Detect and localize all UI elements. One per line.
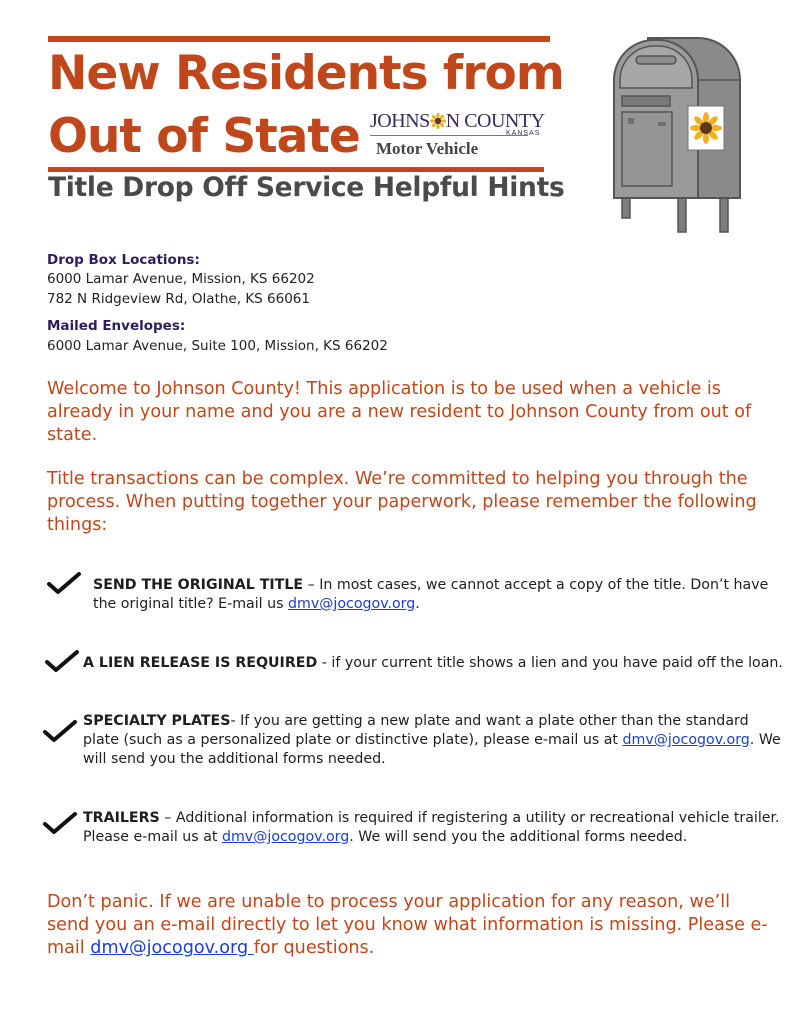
checklist-item-lien-release <box>83 654 793 673</box>
item-heading: SEND THE ORIGINAL TITLE <box>93 577 304 593</box>
closing-paragraph <box>47 891 777 960</box>
closing-text-after: for questions. <box>253 938 375 958</box>
mailbox-icon <box>608 36 744 236</box>
mailed-address: 6000 Lamar Avenue, Suite 100, Mission, KS 66202 <box>47 338 388 354</box>
logo-divider <box>370 135 528 136</box>
item-text-after: . We will send you the additional forms needed. <box>83 732 781 767</box>
page-title-line-1: New Residents from <box>48 46 564 101</box>
logo-text-left: JOHNS <box>370 110 430 132</box>
logo-motor-vehicle: Motor Vehicle <box>376 139 479 158</box>
logo-kansas: KANSAS <box>506 130 541 137</box>
checklist-item-original-title <box>93 576 793 614</box>
welcome-paragraph: Welcome to Johnson County! This application is to be used when a vehicle is already in your name and you are a new resident to Johnson County from out of state. <box>47 379 752 445</box>
drop-box-address-1: 6000 Lamar Avenue, Mission, KS 66202 <box>47 271 315 287</box>
email-link[interactable]: dmv@jocogov.org <box>288 596 416 612</box>
checkmark-icon <box>42 810 78 838</box>
item-text-after: . <box>415 596 420 612</box>
item-text: - if your current title shows a lien and you have paid off the loan. <box>317 655 783 671</box>
email-link[interactable]: dmv@jocogov.org <box>622 732 750 748</box>
closing-text: Don’t panic. If we are unable to process your application for any reason, we’ll send you an e-mail directly to let you know what information is missing. Please e-mail <box>47 892 768 958</box>
item-heading: TRAILERS <box>83 810 160 826</box>
item-text: – In most cases, we cannot accept a copy of the title. Don’t have the original title? E-mail us <box>93 577 769 612</box>
checkmark-icon <box>42 718 78 746</box>
complex-paragraph: Title transactions can be complex. We’re committed to helping you through the process. When putting together your paperwork, please remember the following things: <box>47 469 757 535</box>
checklist-item-specialty-plates <box>83 712 783 769</box>
item-heading: A LIEN RELEASE IS REQUIRED <box>83 655 318 671</box>
item-text: - If you are getting a new plate and want a plate other than the standard plate (such as a personalized plate or distinctive plate), please e-mail us at <box>83 713 749 748</box>
email-link[interactable]: dmv@jocogov.org <box>90 938 254 958</box>
page-title-line-2: Out of State <box>48 109 360 164</box>
page-subtitle: Title Drop Off Service Helpful Hints <box>48 172 565 203</box>
drop-box-address-2: 782 N Ridgeview Rd, Olathe, KS 66061 <box>47 291 310 307</box>
johnson-county-logo <box>366 106 545 162</box>
item-heading: SPECIALTY PLATES <box>83 713 231 729</box>
checklist-item-trailers <box>83 809 793 847</box>
logo-text-right: N COUNTY <box>445 110 545 132</box>
item-text: – Additional information is required if registering a utility or recreational vehicle trailer. Please e-mail us at <box>83 810 780 845</box>
header-top-rule <box>48 36 550 42</box>
checkmark-icon <box>46 570 82 598</box>
checkmark-icon <box>44 648 80 676</box>
mailed-heading: Mailed Envelopes: <box>47 318 186 334</box>
drop-box-heading: Drop Box Locations: <box>47 252 200 268</box>
email-link[interactable]: dmv@jocogov.org <box>221 829 350 845</box>
item-text-after: . We will send you the additional forms needed. <box>349 829 688 845</box>
sunflower-icon <box>430 113 446 129</box>
